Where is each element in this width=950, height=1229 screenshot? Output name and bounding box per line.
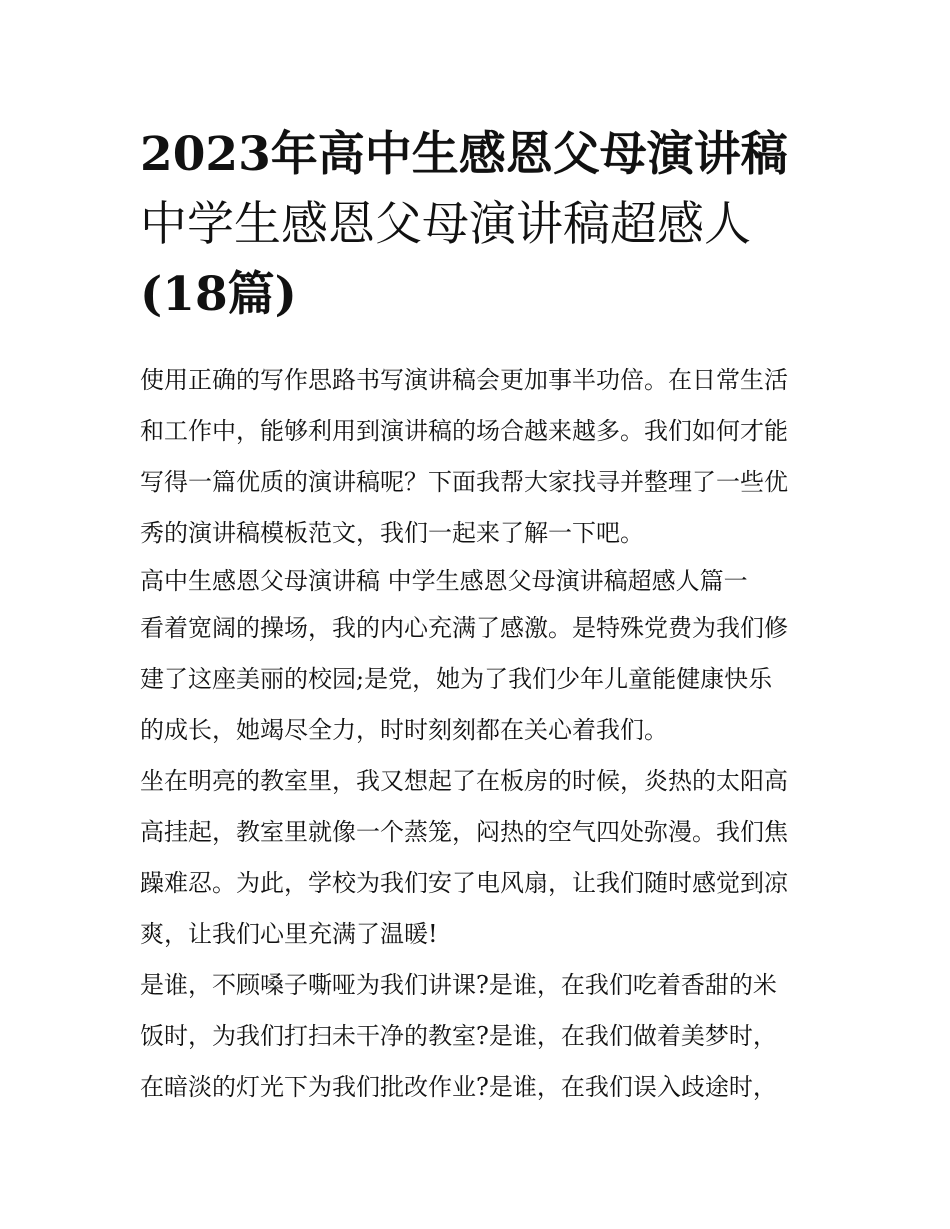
body-paragraph [140, 603, 820, 756]
text-line: 建了这座美丽的校园;是党，她为了我们少年儿童能健康快乐 [140, 665, 773, 693]
text-line: 在暗淡的灯光下为我们批改作业?是谁，在我们误入歧途时， [140, 1073, 777, 1101]
intro-paragraph [140, 355, 820, 559]
text-line: 高挂起，教室里就像一个蒸笼，闷热的空气四处弥漫。我们焦 [140, 818, 788, 846]
text-line: 看着宽阔的操场，我的内心充满了感激。是特殊党费为我们修 [140, 614, 788, 642]
body-paragraph [140, 756, 820, 960]
section-heading-text: 高中生感恩父母演讲稿 中学生感恩父母演讲稿超感人篇一 [140, 567, 748, 595]
text-line: 秀的演讲稿模板范文，我们一起来了解一下吧。 [140, 519, 644, 547]
text-line: 写得一篇优质的演讲稿呢？下面我帮大家找寻并整理了一些优 [140, 468, 788, 496]
document-body [140, 355, 820, 1113]
text-line: 的成长，她竭尽全力，时时刻刻都在关心着我们。 [140, 716, 668, 744]
title-line-1 [140, 120, 820, 190]
text-line: 和工作中，能够利用到演讲稿的场合越来越多。我们如何才能 [140, 417, 788, 445]
title-line-3 [140, 260, 820, 330]
text-line: 饭时，为我们打扫未干净的教室?是谁，在我们做着美梦时， [140, 1022, 777, 1050]
body-paragraph [140, 960, 820, 1113]
text-line: 是谁，不顾嗓子嘶哑为我们讲课?是谁，在我们吃着香甜的米 [140, 971, 777, 999]
text-line: 躁难忍。为此，学校为我们安了电风扇，让我们随时感觉到凉 [140, 869, 788, 897]
text-line: 使用正确的写作思路书写演讲稿会更加事半功倍。在日常生活 [140, 366, 788, 394]
text-line: 坐在明亮的教室里，我又想起了在板房的时候，炎热的太阳高 [140, 767, 788, 795]
title-line-3-text: (18篇) [140, 267, 297, 322]
text-line: 爽，让我们心里充满了温暖! [140, 920, 438, 948]
title-line-1-text: 2023年高中生感恩父母演讲稿 [140, 127, 788, 182]
document-title [140, 120, 820, 330]
section-heading [140, 559, 820, 603]
title-line-2: 中学生感恩父母演讲稿超感人 [140, 197, 751, 252]
